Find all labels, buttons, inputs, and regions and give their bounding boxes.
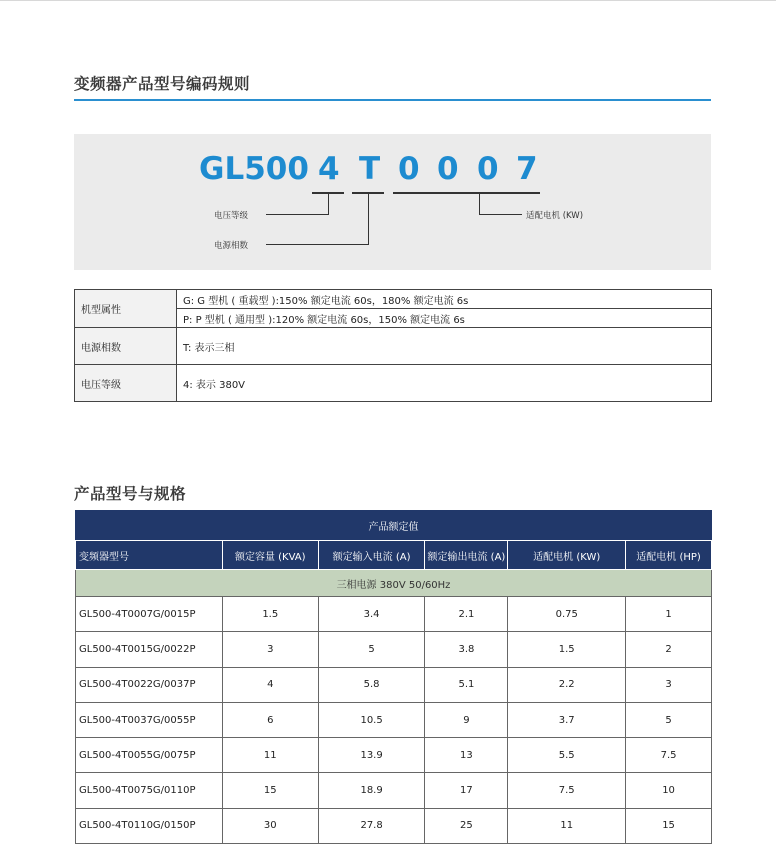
table-row bbox=[76, 632, 712, 667]
cell-motor-kw: 1.5 bbox=[508, 632, 626, 667]
phase-leader-h bbox=[266, 244, 369, 245]
cell-motor-hp: 5 bbox=[626, 702, 712, 737]
col-header-kva: 额定容量 (KVA) bbox=[222, 541, 318, 570]
phase-leader-v bbox=[368, 194, 369, 244]
cell-input-current: 5 bbox=[318, 632, 425, 667]
attr-value-phase: T: 表示三相 bbox=[177, 328, 712, 365]
cell-motor-kw: 7.5 bbox=[508, 773, 626, 808]
cell-output-current: 9 bbox=[425, 702, 508, 737]
spec-table bbox=[75, 510, 712, 844]
cell-output-current: 25 bbox=[425, 808, 508, 843]
cell-input-current: 5.8 bbox=[318, 667, 425, 702]
cell-model: GL500-4T0037G/0055P bbox=[76, 702, 223, 737]
code-digit-4: 7 bbox=[516, 151, 538, 187]
cell-kva: 3 bbox=[222, 632, 318, 667]
cell-motor-kw: 2.2 bbox=[508, 667, 626, 702]
section-title-specs: 产品型号与规格 bbox=[74, 485, 187, 503]
motor-leader-v bbox=[479, 194, 480, 214]
code-digit-phase: T bbox=[359, 151, 381, 187]
section-title-coding-rules: 变频器产品型号编码规则 bbox=[74, 75, 251, 93]
section-divider bbox=[74, 99, 711, 101]
cell-model: GL500-4T0022G/0037P bbox=[76, 667, 223, 702]
cell-kva: 4 bbox=[222, 667, 318, 702]
code-digit-3: 0 bbox=[477, 151, 499, 187]
voltage-leader-h bbox=[266, 214, 329, 215]
attr-label-voltage: 电压等级 bbox=[75, 365, 177, 402]
attr-label-type: 机型属性 bbox=[75, 290, 177, 328]
cell-model: GL500-4T0015G/0022P bbox=[76, 632, 223, 667]
code-prefix: GL500 bbox=[199, 151, 309, 187]
col-header-motor-kw: 适配电机 (KW) bbox=[508, 541, 626, 570]
motor-underline bbox=[393, 192, 540, 194]
cell-output-current: 5.1 bbox=[425, 667, 508, 702]
cell-kva: 11 bbox=[222, 738, 318, 773]
cell-input-current: 10.5 bbox=[318, 702, 425, 737]
col-header-output-current: 额定输出电流 (A) bbox=[425, 541, 508, 570]
cell-model: GL500-4T0055G/0075P bbox=[76, 738, 223, 773]
cell-kva: 15 bbox=[222, 773, 318, 808]
cell-motor-kw: 11 bbox=[508, 808, 626, 843]
attr-label-phase: 电源相数 bbox=[75, 328, 177, 365]
cell-kva: 6 bbox=[222, 702, 318, 737]
attr-value-g-type: G: G 型机 ( 重载型 ):150% 额定电流 60s，180% 额定电流 6s bbox=[177, 290, 712, 309]
attr-value-voltage: 4: 表示 380V bbox=[177, 365, 712, 402]
cell-output-current: 17 bbox=[425, 773, 508, 808]
col-header-model: 变频器型号 bbox=[76, 541, 223, 570]
cell-model: GL500-4T0007G/0015P bbox=[76, 597, 223, 632]
table-row bbox=[76, 738, 712, 773]
cell-motor-kw: 0.75 bbox=[508, 597, 626, 632]
cell-input-current: 18.9 bbox=[318, 773, 425, 808]
cell-motor-hp: 15 bbox=[626, 808, 712, 843]
cell-motor-hp: 10 bbox=[626, 773, 712, 808]
cell-motor-hp: 1 bbox=[626, 597, 712, 632]
cell-output-current: 3.8 bbox=[425, 632, 508, 667]
cell-output-current: 13 bbox=[425, 738, 508, 773]
table-row bbox=[76, 808, 712, 843]
power-supply-row: 三相电源 380V 50/60Hz bbox=[76, 570, 712, 597]
table-row bbox=[76, 702, 712, 737]
code-digit-1: 0 bbox=[398, 151, 420, 187]
model-code-diagram bbox=[74, 134, 711, 270]
attribute-table bbox=[74, 289, 712, 402]
cell-input-current: 13.9 bbox=[318, 738, 425, 773]
cell-motor-kw: 3.7 bbox=[508, 702, 626, 737]
cell-input-current: 27.8 bbox=[318, 808, 425, 843]
motor-leader-h bbox=[479, 214, 522, 215]
code-digit-2: 0 bbox=[437, 151, 459, 187]
voltage-label: 电压等级 bbox=[214, 211, 249, 221]
voltage-leader-v bbox=[328, 194, 329, 214]
code-digit-voltage: 4 bbox=[318, 151, 340, 187]
cell-output-current: 2.1 bbox=[425, 597, 508, 632]
table-row bbox=[76, 667, 712, 702]
cell-kva: 30 bbox=[222, 808, 318, 843]
attr-value-p-type: P: P 型机 ( 通用型 ):120% 额定电流 60s，150% 额定电流 6s bbox=[177, 309, 712, 328]
cell-motor-hp: 3 bbox=[626, 667, 712, 702]
cell-motor-hp: 7.5 bbox=[626, 738, 712, 773]
cell-model: GL500-4T0110G/0150P bbox=[76, 808, 223, 843]
motor-label: 适配电机 (KW) bbox=[526, 211, 584, 221]
top-border bbox=[0, 0, 776, 1]
cell-input-current: 3.4 bbox=[318, 597, 425, 632]
col-header-input-current: 额定输入电流 (A) bbox=[318, 541, 425, 570]
phase-label: 电源相数 bbox=[214, 241, 249, 251]
cell-motor-kw: 5.5 bbox=[508, 738, 626, 773]
col-header-motor-hp: 适配电机 (HP) bbox=[626, 541, 712, 570]
cell-model: GL500-4T0075G/0110P bbox=[76, 773, 223, 808]
group-header: 产品额定值 bbox=[76, 511, 712, 541]
table-row bbox=[76, 773, 712, 808]
cell-kva: 1.5 bbox=[222, 597, 318, 632]
cell-motor-hp: 2 bbox=[626, 632, 712, 667]
table-row bbox=[76, 597, 712, 632]
